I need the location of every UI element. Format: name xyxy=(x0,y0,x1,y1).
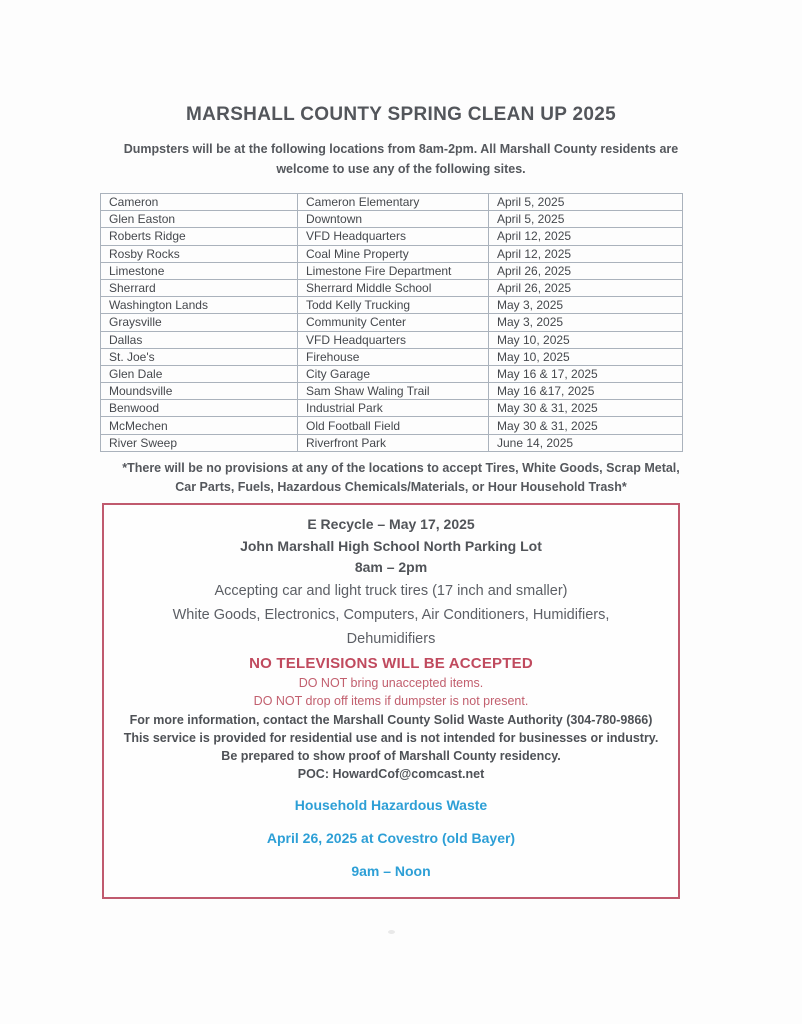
table-row xyxy=(101,262,683,279)
date-cell: June 14, 2025 xyxy=(489,434,683,451)
table-row xyxy=(101,211,683,228)
location-cell: Graysville xyxy=(101,314,298,331)
location-cell: Benwood xyxy=(101,400,298,417)
site-cell: Sam Shaw Waling Trail xyxy=(298,383,489,400)
date-cell: May 16 & 17, 2025 xyxy=(489,365,683,382)
date-cell: April 26, 2025 xyxy=(489,279,683,296)
accepting-line-3: Dehumidifiers xyxy=(346,630,436,647)
intro-text xyxy=(81,139,721,179)
e-recycle-box xyxy=(102,503,680,899)
location-cell: Moundsville xyxy=(101,383,298,400)
location-cell: St. Joe's xyxy=(101,348,298,365)
scan-artifact xyxy=(388,930,395,934)
date-cell: May 10, 2025 xyxy=(489,331,683,348)
e-recycle-heading: E Recycle – May 17, 2025 xyxy=(307,516,475,533)
location-cell: Sherrard xyxy=(101,279,298,296)
site-cell: Sherrard Middle School xyxy=(298,279,489,296)
intro-line-1: Dumpsters will be at the following locations from 8am-2pm. All Marshall County residents are xyxy=(123,142,679,156)
table-row xyxy=(101,383,683,400)
e-recycle-location: John Marshall High School North Parking Lot xyxy=(240,537,542,554)
e-recycle-time: 8am – 2pm xyxy=(354,559,428,576)
hhw-title: Household Hazardous Waste xyxy=(294,796,488,813)
site-cell: Todd Kelly Trucking xyxy=(298,297,489,314)
hhw-time: 9am – Noon xyxy=(351,862,431,879)
table-row xyxy=(101,348,683,365)
info-line-3: Be prepared to show proof of Marshall County residency. xyxy=(221,748,561,763)
info-line-1: For more information, contact the Marshall County Solid Waste Authority (304-780-9866) xyxy=(129,712,653,727)
location-cell: Dallas xyxy=(101,331,298,348)
table-row xyxy=(101,245,683,262)
cleanup-schedule-table xyxy=(100,193,683,452)
site-cell: City Garage xyxy=(298,365,489,382)
site-cell: VFD Headquarters xyxy=(298,331,489,348)
location-cell: Cameron xyxy=(101,194,298,211)
intro-line-2: welcome to use any of the following sites. xyxy=(276,162,526,176)
info-line-2: This service is provided for residential use and is not intended for businesses or industry. xyxy=(123,730,659,745)
date-cell: May 16 &17, 2025 xyxy=(489,383,683,400)
table-row xyxy=(101,228,683,245)
table-row xyxy=(101,297,683,314)
site-cell: Downtown xyxy=(298,211,489,228)
accepting-line-1: Accepting car and light truck tires (17 inch and smaller) xyxy=(214,582,568,599)
poc-email: POC: HowardCof@comcast.net xyxy=(297,766,485,781)
date-cell: April 12, 2025 xyxy=(489,228,683,245)
location-cell: Rosby Rocks xyxy=(101,245,298,262)
site-cell: Limestone Fire Department xyxy=(298,262,489,279)
date-cell: May 3, 2025 xyxy=(489,297,683,314)
location-cell: McMechen xyxy=(101,417,298,434)
accepting-line-2: White Goods, Electronics, Computers, Air Conditioners, Humidifiers, xyxy=(172,606,610,623)
location-cell: Limestone xyxy=(101,262,298,279)
site-cell: Industrial Park xyxy=(298,400,489,417)
site-cell: Cameron Elementary xyxy=(298,194,489,211)
warning-line-2: DO NOT drop off items if dumpster is not present. xyxy=(253,694,529,709)
table-row xyxy=(101,314,683,331)
site-cell: VFD Headquarters xyxy=(298,228,489,245)
location-cell: Glen Dale xyxy=(101,365,298,382)
site-cell: Coal Mine Property xyxy=(298,245,489,262)
no-televisions-warning: NO TELEVISIONS WILL BE ACCEPTED xyxy=(249,654,533,672)
location-cell: Roberts Ridge xyxy=(101,228,298,245)
note-line-2: Car Parts, Fuels, Hazardous Chemicals/Materials, or Hour Household Trash* xyxy=(175,479,627,494)
table-row xyxy=(101,194,683,211)
page-title: MARSHALL COUNTY SPRING CLEAN UP 2025 xyxy=(186,104,616,125)
location-cell: Glen Easton xyxy=(101,211,298,228)
location-cell: River Sweep xyxy=(101,434,298,451)
table-row xyxy=(101,417,683,434)
site-cell: Riverfront Park xyxy=(298,434,489,451)
date-cell: April 5, 2025 xyxy=(489,194,683,211)
table-row xyxy=(101,400,683,417)
date-cell: May 10, 2025 xyxy=(489,348,683,365)
site-cell: Firehouse xyxy=(298,348,489,365)
table-row xyxy=(101,365,683,382)
date-cell: May 30 & 31, 2025 xyxy=(489,417,683,434)
table-row xyxy=(101,331,683,348)
date-cell: April 12, 2025 xyxy=(489,245,683,262)
no-provisions-note xyxy=(81,459,721,497)
warning-line-1: DO NOT bring unaccepted items. xyxy=(298,675,484,690)
date-cell: May 30 & 31, 2025 xyxy=(489,400,683,417)
table-row xyxy=(101,279,683,296)
hhw-date-location: April 26, 2025 at Covestro (old Bayer) xyxy=(266,829,516,846)
date-cell: April 26, 2025 xyxy=(489,262,683,279)
location-cell: Washington Lands xyxy=(101,297,298,314)
site-cell: Community Center xyxy=(298,314,489,331)
date-cell: April 5, 2025 xyxy=(489,211,683,228)
table-row xyxy=(101,434,683,451)
note-line-1: *There will be no provisions at any of the locations to accept Tires, White Goods, Scrap Metal, xyxy=(122,460,680,475)
date-cell: May 3, 2025 xyxy=(489,314,683,331)
site-cell: Old Football Field xyxy=(298,417,489,434)
